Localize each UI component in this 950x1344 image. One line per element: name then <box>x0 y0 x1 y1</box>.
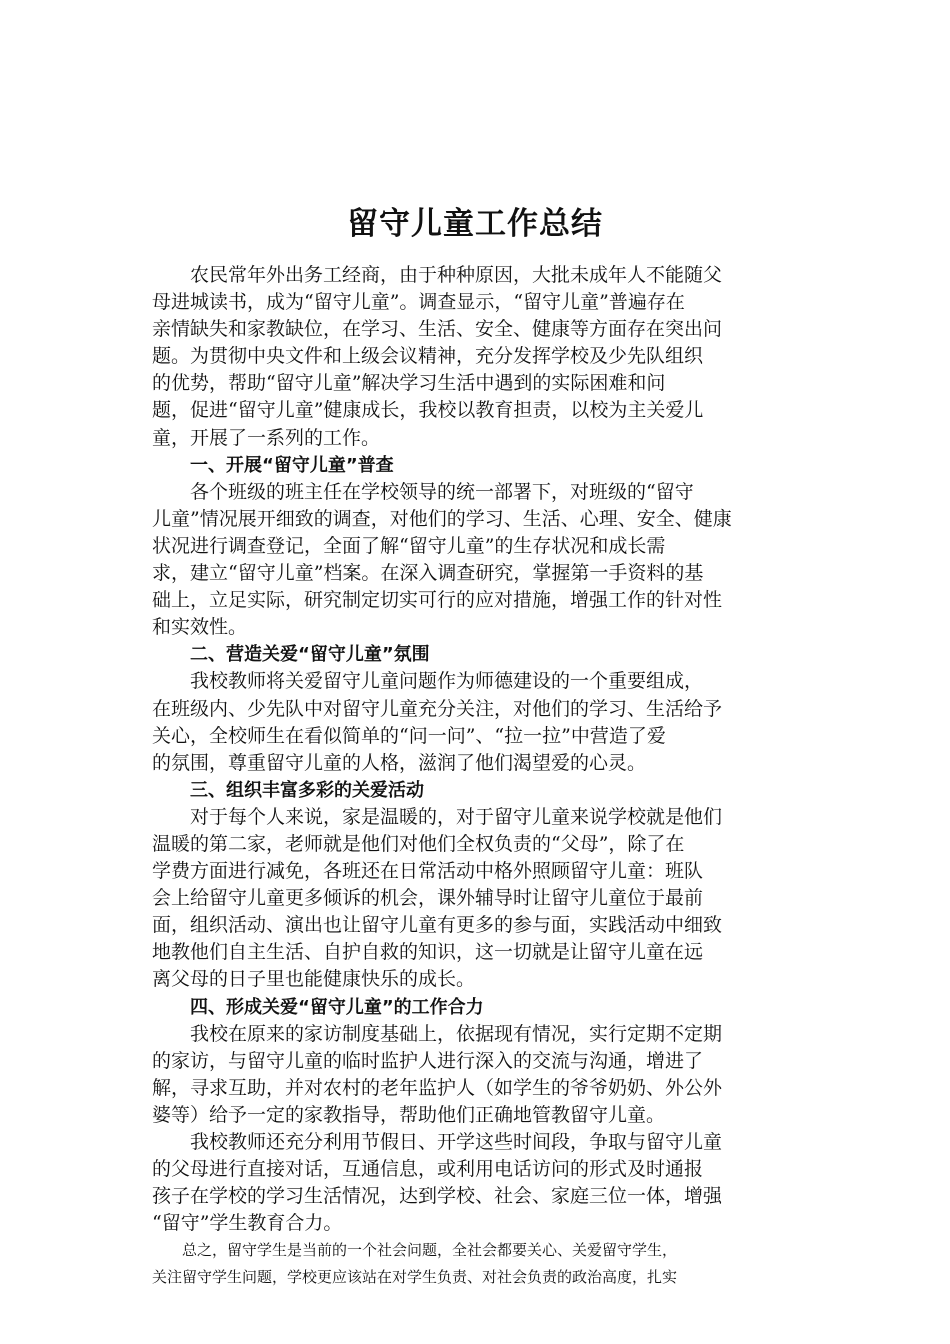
paragraph-line: 温暖的第二家，老师就是他们对他们全权负责的“父母”，除了在 <box>152 832 685 855</box>
section-heading: 四、形成关爱“留守儿童”的工作合力 <box>190 996 484 1018</box>
paragraph-line: 解，寻求互助，并对农村的老年监护人（如学生的爷爷奶奶、外公外 <box>152 1076 723 1099</box>
paragraph-line: 亲情缺失和家教缺位，在学习、生活、安全、健康等方面存在突出问 <box>152 318 723 341</box>
paragraph-line: 儿童”情况展开细致的调查，对他们的学习、生活、心理、安全、健康 <box>152 507 732 530</box>
paragraph-line: 的优势，帮助“留守儿童”解决学习生活中遇到的实际困难和问 <box>152 372 666 395</box>
paragraph-line: 孩子在学校的学习生活情况，达到学校、社会、家庭三位一体，增强 <box>152 1185 723 1208</box>
paragraph-line: 离父母的日子里也能健康快乐的成长。 <box>152 968 476 991</box>
paragraph-line: 童，开展了一系列的工作。 <box>152 426 381 449</box>
section-heading: 三、组织丰富多彩的关爱活动 <box>190 779 424 801</box>
paragraph-line: 在班级内、少先队中对留守儿童充分关注，对他们的学习、生活给予 <box>152 697 723 720</box>
paragraph-line: 状况进行调查登记，全面了解“留守儿童”的生存状况和成长需 <box>152 534 666 557</box>
paragraph-line: 关心，全校师生在看似简单的“问一问”、“拉一拉”中营造了爱 <box>152 724 666 747</box>
paragraph-line: 学费方面进行减免，各班还在日常活动中格外照顾留守儿童：班队 <box>152 860 704 883</box>
paragraph-line: 础上，立足实际，研究制定切实可行的应对措施，增强工作的针对性 <box>152 589 723 612</box>
paragraph-line: 关注留守学生问题，学校更应该站在对学生负责、对社会负责的政治高度，扎实 <box>152 1267 678 1286</box>
paragraph-line: 我校教师将关爱留守儿童问题作为师德建设的一个重要组成， <box>190 670 704 693</box>
section-heading: 二、营造关爱“留守儿童”氛围 <box>190 644 430 666</box>
paragraph-line: 农民常年外出务工经商，由于种种原因，大批未成年人不能随父 <box>190 264 723 286</box>
paragraph-line: 题，促进“留守儿童”健康成长，我校以教育担责，以校为主关爱儿 <box>152 399 704 422</box>
section-heading: 一、开展“留守儿童”普查 <box>190 454 394 476</box>
paragraph-line: 的家访，与留守儿童的临时监护人进行深入的交流与沟通，增进了 <box>152 1049 704 1072</box>
paragraph-line: 求，建立“留守儿童”档案。在深入调查研究，掌握第一手资料的基 <box>152 562 704 585</box>
paragraph-line: 各个班级的班主任在学校领导的统一部署下，对班级的“留守 <box>190 480 694 503</box>
document-body <box>152 262 802 1290</box>
paragraph-line: 的父母进行直接对话，互通信息，或利用电话访问的形式及时通报 <box>152 1158 704 1181</box>
paragraph-line: 对于每个人来说，家是温暖的，对于留守儿童来说学校就是他们 <box>190 805 723 828</box>
paragraph-line: 地教他们自主生活、自护自救的知识，这一切就是让留守儿童在远 <box>152 941 704 964</box>
paragraph-line: 母进城读书，成为“留守儿童”。调查显示，“留守儿童”普遍存在 <box>152 291 685 314</box>
paragraph-line: 我校教师还充分利用节假日、开学这些时间段，争取与留守儿童 <box>190 1131 723 1153</box>
document-title: 留守儿童工作总结 <box>347 206 603 242</box>
paragraph-line: 和实效性。 <box>152 616 248 639</box>
paragraph-line: 题。为贯彻中央文件和上级会议精神，充分发挥学校及少先队组织 <box>152 345 704 368</box>
paragraph-line: “留守”学生教育合力。 <box>152 1212 343 1235</box>
paragraph-line: 我校在原来的家访制度基础上，依据现有情况，实行定期不定期 <box>190 1022 723 1045</box>
paragraph-line: 会上给留守儿童更多倾诉的机会，课外辅导时让留守儿童位于最前 <box>152 887 704 910</box>
paragraph-line: 面，组织活动、演出也让留守儿童有更多的参与面，实践活动中细致 <box>152 914 723 937</box>
paragraph-line: 的氛围，尊重留守儿童的人格，滋润了他们渴望爱的心灵。 <box>152 751 647 774</box>
paragraph-line: 婆等）给予一定的家教指导，帮助他们正确地管教留守儿童。 <box>152 1103 666 1126</box>
paragraph-line: 总之，留守学生是当前的一个社会问题，全社会都要关心、关爱留守学生， <box>182 1241 678 1260</box>
